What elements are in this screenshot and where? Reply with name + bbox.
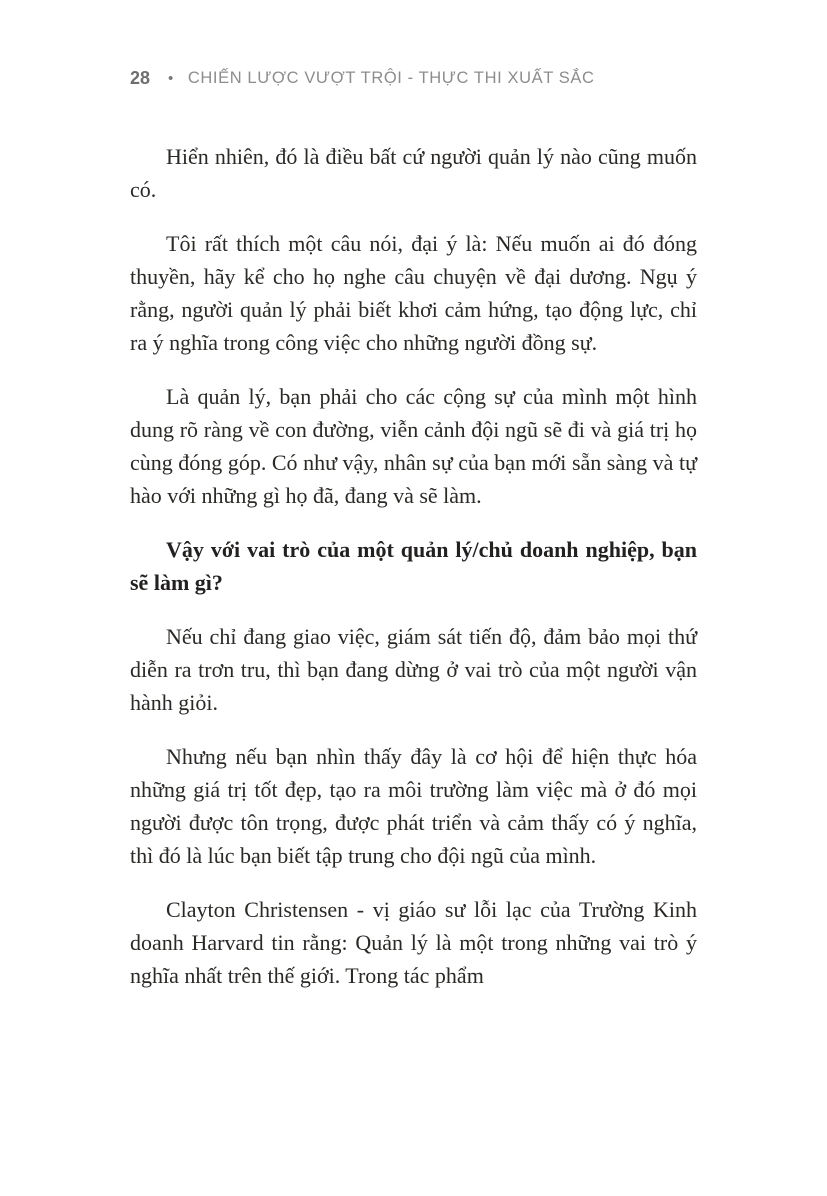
page-header [130,68,697,89]
paragraph: Tôi rất thích một câu nói, đại ý là: Nếu muốn ai đó đóng thuyền, hãy kể cho họ nghe câu chuyện về đại dương. Ngụ ý rằng, người quản lý phải biết khơi cảm hứng, tạo động lực, chỉ ra ý nghĩa trong công việc cho những người đồng sự. [130,231,697,355]
paragraph: Clayton Christensen - vị giáo sư lỗi lạc của Trường Kinh doanh Harvard tin rằng: Quản lý là một trong những vai trò ý nghĩa nhất trên thế giới. Trong tác phẩm [130,897,697,988]
paragraph: Nhưng nếu bạn nhìn thấy đây là cơ hội để hiện thực hóa những giá trị tốt đẹp, tạo ra môi trường làm việc mà ở đó mọi người được tôn trọng, được phát triển và cảm thấy có ý nghĩa, thì đó là lúc bạn biết tập trung cho đội ngũ của mình. [130,744,697,868]
running-title: CHIẾN LƯỢC VƯỢT TRỘI - THỰC THI XUẤT SẮC [187,69,595,87]
paragraph: Nếu chỉ đang giao việc, giám sát tiến độ, đảm bảo mọi thứ diễn ra trơn tru, thì bạn đang dừng ở vai trò của một người vận hành giỏi. [130,624,697,715]
paragraph: Hiển nhiên, đó là điều bất cứ người quản lý nào cũng muốn có. [130,144,697,202]
body-text [130,140,697,1013]
paragraph: Là quản lý, bạn phải cho các cộng sự của mình một hình dung rõ ràng về con đường, viễn cảnh đội ngũ sẽ đi và giá trị họ cùng đóng góp. Có như vậy, nhân sự của bạn mới sẵn sàng và tự hào với những gì họ đã, đang và sẽ làm. [130,384,697,508]
page-number: 28 [130,68,151,88]
bullet-separator-icon: • [168,70,174,87]
paragraph-emphasis: Vậy với vai trò của một quản lý/chủ doanh nghiệp, bạn sẽ làm gì? [130,537,697,595]
